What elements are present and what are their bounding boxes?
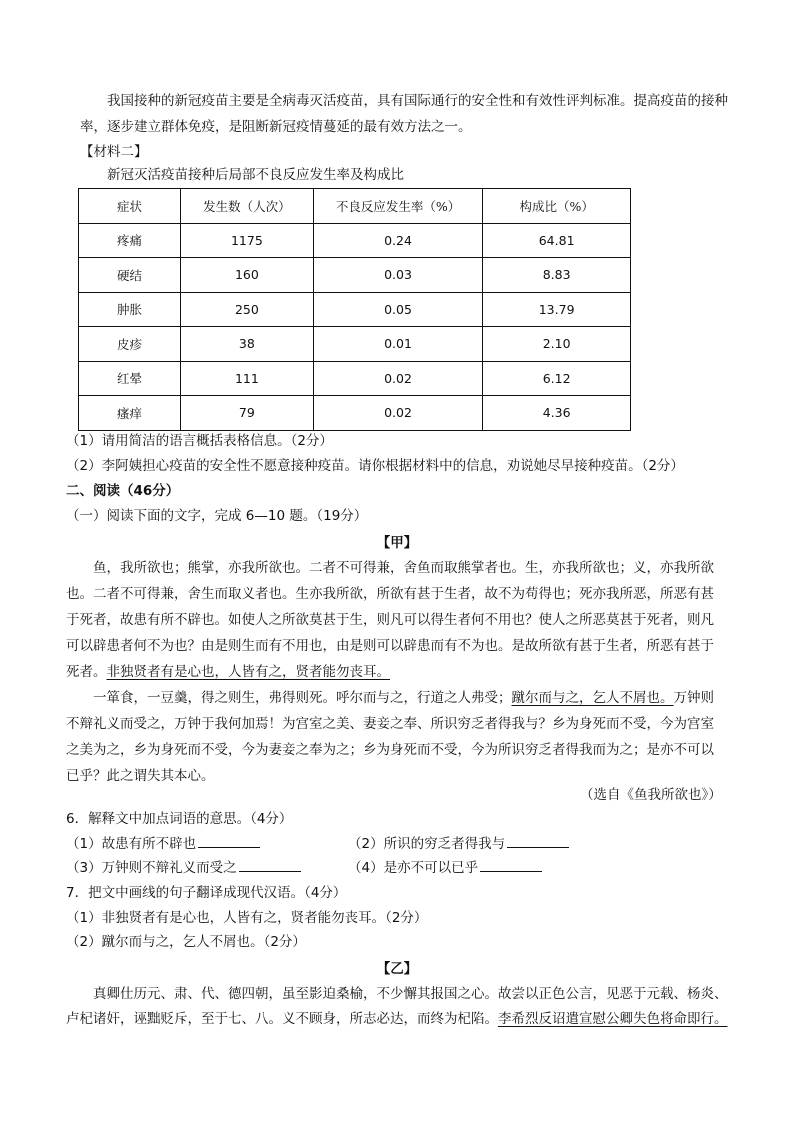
q6-item-2-text: （2）所识的穷乏者得我与	[348, 836, 506, 852]
table-cell: 硬结	[79, 258, 181, 293]
table-cell: 瘙痒	[79, 396, 181, 431]
table-cell: 79	[180, 396, 313, 431]
q6-item-4-text: （4）是亦不可以已乎	[348, 860, 479, 876]
table-row	[79, 223, 631, 258]
reaction-table	[78, 188, 631, 431]
jia-line-6-plain: 一箪食，一豆羹，得之则生，弗得则死。呼尔而与之，行道之人弗受；	[93, 690, 512, 706]
q6-item-3-blank[interactable]	[239, 857, 301, 872]
table-row	[79, 258, 631, 293]
table-cell: 0.02	[313, 361, 482, 396]
jia-underlined-sentence-1: 非独贤者有是心也，人皆有之，贤者能勿丧耳。	[106, 664, 390, 680]
jia-line-2: 也。二者不可得兼，舍生而取义者也。生亦我所欲，所欲有甚于生者，故不为苟得也；死亦我所恶，所恶有甚	[66, 586, 714, 602]
table-cell: 13.79	[483, 292, 631, 327]
question-6-title: 6．解释文中加点词语的意思。（4分）	[66, 811, 293, 827]
yi-line-2	[66, 1006, 728, 1033]
jia-line-4: 可以辟患者何不为也？由是则生而有不用也，由是则可以辟患而有不为也。是故所欲有甚于生者，所恶有甚于	[66, 638, 714, 654]
question-6-item-2	[348, 831, 569, 858]
table-row	[79, 396, 631, 431]
table-header-cell: 构成比（%）	[483, 189, 631, 224]
table-cell: 0.03	[313, 258, 482, 293]
passage-jia-title: 【甲】	[376, 535, 418, 551]
jia-line-3: 于死者，故患有所不辟也。如使人之所欲莫甚于生，则凡可以得生者何不用也？使人之所恶莫甚于死者，则凡	[66, 612, 714, 628]
table-cell: 1175	[180, 223, 313, 258]
table-cell: 皮疹	[79, 327, 181, 362]
jia-line-6	[66, 685, 714, 712]
jia-line-9: 已乎？此之谓失其本心。	[66, 768, 215, 784]
material2-label: 【材料二】	[80, 144, 148, 160]
question-5-1: （1）请用简洁的语言概括表格信息。（2分）	[66, 433, 333, 449]
jia-underlined-sentence-2: 蹴尔而与之，乞人不屑也。	[511, 690, 674, 706]
q6-item-3-text: （3）万钟则不辩礼义而受之	[66, 860, 237, 876]
table-cell: 红晕	[79, 361, 181, 396]
q6-item-2-blank[interactable]	[507, 833, 569, 848]
table-cell: 2.10	[483, 327, 631, 362]
question-6-item-1	[66, 831, 260, 858]
question-5-2: （2）李阿姨担心疫苗的安全性不愿意接种疫苗。请你根据材料中的信息，劝说她尽早接种疫苗。（2分）	[66, 458, 684, 474]
jia-line-5-plain: 死者。	[66, 664, 107, 680]
q6-item-4-blank[interactable]	[480, 857, 542, 872]
section-2-title: 二、阅读（46分）	[66, 483, 180, 499]
table-cell: 250	[180, 292, 313, 327]
question-7-title: 7．把文中画线的句子翻译成现代汉语。（4分）	[66, 885, 347, 901]
table-cell: 4.36	[483, 396, 631, 431]
table-cell: 64.81	[483, 223, 631, 258]
table-cell: 111	[180, 361, 313, 396]
table-cell: 肿胀	[79, 292, 181, 327]
table-cell: 6.12	[483, 361, 631, 396]
table-row	[79, 292, 631, 327]
table-header-cell: 症状	[79, 189, 181, 224]
passage-yi-title: 【乙】	[376, 961, 418, 977]
question-6-item-4	[348, 855, 542, 882]
table-cell: 0.02	[313, 396, 482, 431]
intro-line-1: 我国接种的新冠疫苗主要是全病毒灭活疫苗，具有国际通行的安全性和有效性评判标准。提高疫苗的接种	[107, 93, 728, 109]
table-header-cell: 不良反应发生率（%）	[313, 189, 482, 224]
subsection-1-title: （一）阅读下面的文字，完成 6—10 题。（19分）	[66, 508, 368, 524]
q6-item-1-text: （1）故患有所不辟也	[66, 836, 197, 852]
table-cell: 疼痛	[79, 223, 181, 258]
jia-line-7: 不辩礼义而受之，万钟于我何加焉！为宫室之美、妻妾之奉、所识穷乏者得我与？乡为身死而不受，今为宫室	[66, 716, 714, 732]
yi-underlined-sentence: 李希烈反诏遣宣慰公卿失色将命即行。	[498, 1011, 728, 1027]
jia-line-6-tail: 万钟则	[673, 690, 714, 706]
table-cell: 8.83	[483, 258, 631, 293]
q6-item-1-blank[interactable]	[198, 833, 260, 848]
table-cell: 0.01	[313, 327, 482, 362]
jia-line-5	[66, 659, 390, 686]
question-7-1: （1）非独贤者有是心也，人皆有之，贤者能勿丧耳。（2分）	[66, 910, 428, 926]
table-cell: 0.05	[313, 292, 482, 327]
table-cell: 0.24	[313, 223, 482, 258]
jia-line-8: 之美为之，乡为身死而不受，今为妻妾之奉为之；乡为身死而不受，今为所识穷乏者得我而为之；是亦不可以	[66, 742, 714, 758]
jia-line-1: 鱼，我所欲也；熊掌，亦我所欲也。二者不可得兼，舍鱼而取熊掌者也。生，亦我所欲也；义，亦我所欲	[93, 560, 714, 576]
table-header-cell: 发生数（人次）	[180, 189, 313, 224]
question-7-2: （2）蹴尔而与之，乞人不屑也。（2分）	[66, 934, 306, 950]
table-row	[79, 327, 631, 362]
table-caption: 新冠灭活疫苗接种后局部不良反应发生率及构成比	[107, 167, 404, 183]
table-cell: 160	[180, 258, 313, 293]
table-header-row	[79, 189, 631, 224]
question-6-item-3	[66, 855, 301, 882]
yi-line-1: 真卿仕历元、肃、代、德四朝，虽至影迫桑榆，不少懈其报国之心。故尝以正色公言，见恶于元载、杨炎、	[93, 986, 728, 1002]
table-row	[79, 361, 631, 396]
jia-source: （选自《鱼我所欲也》）	[580, 787, 722, 803]
yi-line-2-plain: 卢杞诸奸，诬黜贬斥，至于七、八。义不顾身，所志必达，而终为杞陷。	[66, 1011, 498, 1027]
table-cell: 38	[180, 327, 313, 362]
intro-line-2: 率，逐步建立群体免疫，是阻断新冠疫情蔓延的最有效方法之一。	[80, 119, 472, 135]
